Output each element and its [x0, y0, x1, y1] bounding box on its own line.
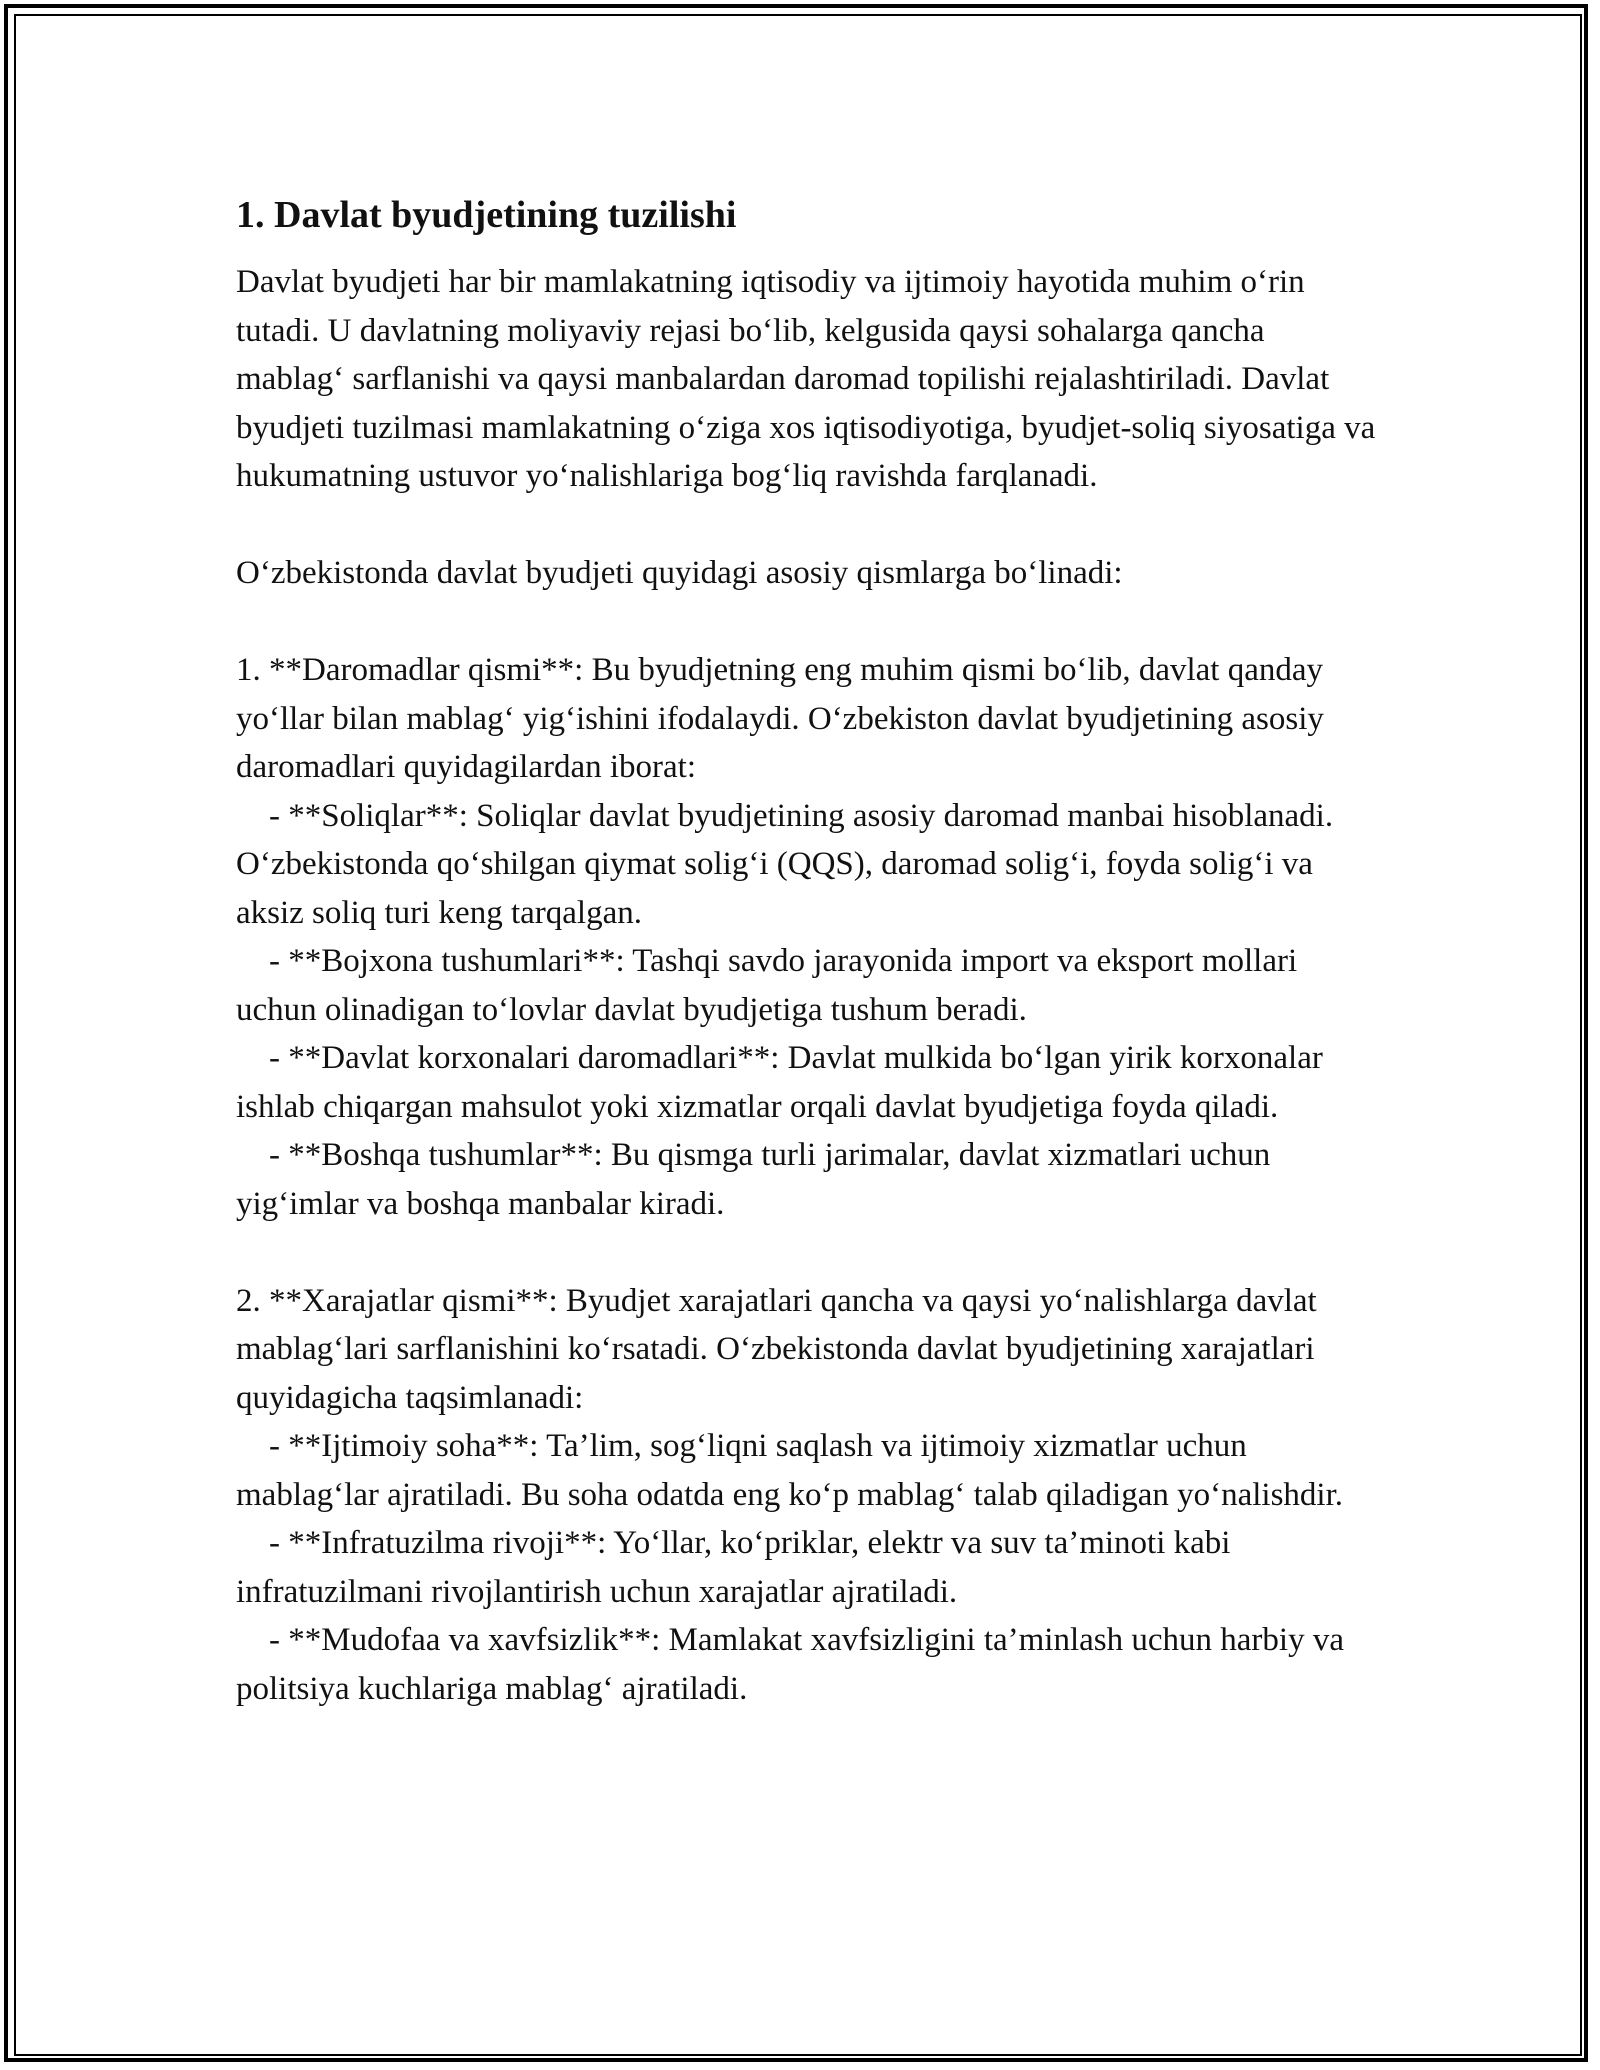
- lead-paragraph: O‘zbekistonda davlat byudjeti quyidagi asosiy qismlarga bo‘linadi:: [236, 555, 1123, 591]
- list-item: - **Davlat korxonalari daromadlari**: Davlat mulkida bo‘lgan yirik korxonalar ishlab chiqargan mahsulot yoki xizmatlar orqali davlat byudjetiga foyda qiladi.: [236, 1040, 1332, 1125]
- list-item: - **Ijtimoiy soha**: Ta’lim, sog‘liqni saqlash va ijtimoiy xizmatlar uchun mablag‘lar ajratiladi. Bu soha odatda eng ko‘p mablag‘ talab qiladigan yo‘nalishdir.: [236, 1428, 1343, 1513]
- list-item: - **Mudofaa va xavfsizlik**: Mamlakat xavfsizligini ta’minlash uchun harbiy va politsiya kuchlariga mablag‘ ajratiladi.: [236, 1622, 1353, 1707]
- section-expenses: [236, 1277, 1376, 1714]
- list-item: - **Soliqlar**: Soliqlar davlat byudjetining asosiy daromad manbai hisoblanadi. O‘zbekistonda qo‘shilgan qiymat solig‘i (QQS), daromad solig‘i, foyda solig‘i va aksiz soliq turi keng tarqalgan.: [236, 797, 1342, 931]
- list-item: - **Infratuzilma rivoji**: Yo‘llar, ko‘priklar, elektr va suv ta’minoti kabi infratuzilmani rivojlantirish uchun xarajatlar ajratiladi.: [236, 1525, 1239, 1610]
- document-body: [236, 186, 1384, 1713]
- section-heading: 1. Davlat byudjetining tuzilishi: [236, 194, 737, 236]
- list-item: - **Boshqa tushumlar**: Bu qismga turli jarimalar, davlat xizmatlari uchun yig‘imlar va boshqa manbalar kiradi.: [236, 1137, 1279, 1222]
- intro-paragraph: Davlat byudjeti har bir mamlakatning iqtisodiy va ijtimoiy hayotida muhim o‘rin tutadi. U davlatning moliyaviy rejasi bo‘lib, kelgusida qaysi sohalarga qancha mablag‘ sarflanishi va qaysi manbalardan daromad topilishi rejalashtiriladi. Davlat byudjeti tuzilmasi mamlakatning o‘ziga xos iqtisodiyotiga, byudjet-soliq siyosatiga va hukumatning ustuvor yo‘nalishlariga bog‘liq ravishda farqlanadi.: [236, 264, 1384, 494]
- section-revenue-title: 1. **Daromadlar qismi**: Bu byudjetning eng muhim qismi bo‘lib, davlat qanday yo‘llar bilan mablag‘ yig‘ishini ifodalaydi. O‘zbekiston davlat byudjetining asosiy daromadlari quyidagilardan iborat:: [236, 652, 1333, 785]
- section-revenue: [236, 646, 1376, 1228]
- list-item: - **Bojxona tushumlari**: Tashqi savdo jarayonida import va eksport mollari uchun olinadigan to‘lovlar davlat byudjetiga tushum beradi.: [236, 943, 1306, 1028]
- section-expenses-title: 2. **Xarajatlar qismi**: Byudjet xarajatlari qancha va qaysi yo‘nalishlarga davlat mablag‘lari sarflanishini ko‘rsatadi. O‘zbekistonda davlat byudjetining xarajatlari quyidagicha taqsimlanadi:: [236, 1282, 1325, 1416]
